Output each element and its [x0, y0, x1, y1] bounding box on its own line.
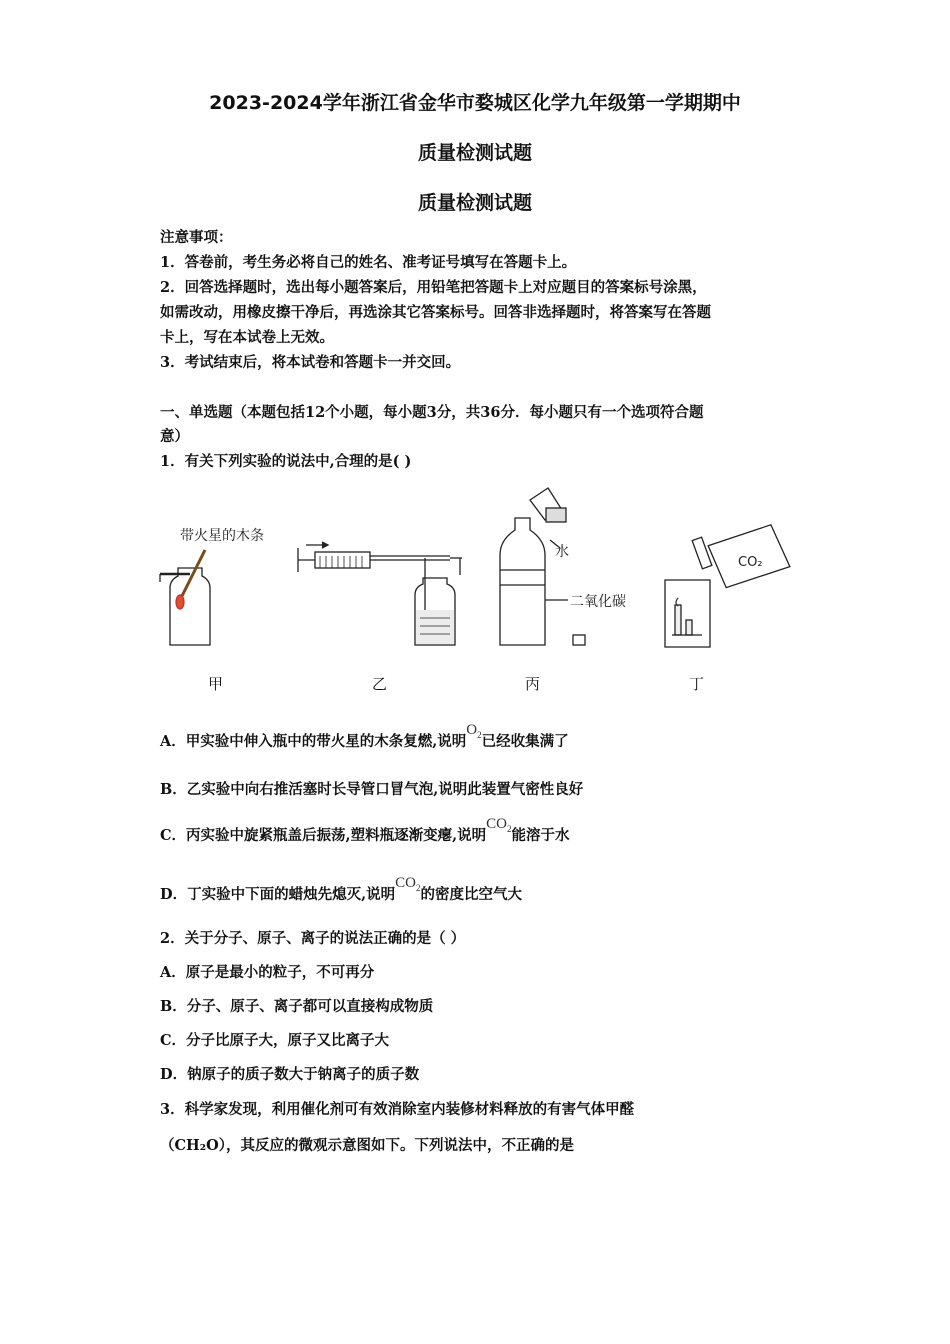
notice-item-3: 3．考试结束后，将本试卷和答题卡一并交回。 — [160, 354, 461, 371]
exam-title-line2: 质量检测试题 — [417, 142, 532, 164]
formula-co2: $CO_2$ — [486, 816, 512, 834]
notice-heading: 注意事项： — [160, 229, 233, 246]
figure-label-bing: 丙 — [525, 675, 541, 693]
q1-option-d: D．丁实验中下面的蜡烛先熄灭,说明$CO_2$的密度比空气大 — [160, 875, 522, 903]
figure-label-ding: 丁 — [689, 675, 705, 693]
experiment-yi — [298, 542, 462, 645]
experiment-bing — [500, 488, 626, 645]
label-co2-bottle: 二氧化碳 — [570, 594, 626, 610]
experiment-figure — [150, 480, 810, 700]
exam-title-line1: 2023-2024学年浙江省金华市婺城区化学九年级第一学期期中 — [209, 92, 741, 114]
notice-item-2-cont2: 卡上，写在本试卷上无效。 — [160, 329, 334, 346]
section-heading: 一、单选题（本题包括12个小题，每小题3分，共36分．每小题只有一个选项符合题 — [160, 404, 704, 421]
q1-option-c: C．丙实验中旋紧瓶盖后振荡,塑料瓶逐渐变瘪,说明$CO_2$能溶于水 — [160, 816, 570, 844]
question-1-stem: 1．有关下列实验的说法中,合理的是( ) — [160, 453, 412, 470]
question-3-stem-cont: （CH₂O），其反应的微观示意图如下。下列说法中，不正确的是 — [160, 1137, 574, 1154]
section-heading-cont: 意） — [160, 428, 189, 445]
notice-item-1: 1．答卷前，考生务必将自己的姓名、准考证号填写在答题卡上。 — [160, 254, 577, 271]
question-2-stem: 2．关于分子、原子、离子的说法正确的是（ ） — [160, 930, 466, 947]
figure-label-jia: 甲 — [208, 675, 224, 693]
formula-o2: $O_2$ — [466, 722, 482, 740]
q1-option-a: A．甲实验中伸入瓶中的带火星的木条复燃,说明$O_2$已经收集满了 — [160, 722, 569, 750]
q2-option-d: D．钠原子的质子数大于钠离子的质子数 — [160, 1066, 420, 1083]
q2-option-a: A．原子是最小的粒子，不可再分 — [160, 964, 375, 981]
q2-option-c: C．分子比原子大，原子又比离子大 — [160, 1032, 390, 1049]
notice-item-2: 2．回答选择题时，选出每小题答案后，用铅笔把答题卡上对应题目的答案标号涂黑， — [160, 279, 707, 296]
formula-co2: $CO_2$ — [395, 875, 421, 893]
figure-label-yi: 乙 — [372, 675, 388, 693]
q2-option-b: B．分子、原子、离子都可以直接构成物质 — [160, 998, 434, 1015]
label-stick: 带火星的木条 — [180, 528, 264, 544]
notice-item-2-cont: 如需改动，用橡皮擦干净后，再选涂其它答案标号。回答非选择题时，将答案写在答题 — [160, 304, 711, 321]
experiment-ding — [665, 523, 792, 647]
experiment-jia — [160, 527, 264, 645]
label-co2-flask: CO₂ — [738, 555, 763, 570]
exam-title-line3: 质量检测试题 — [417, 192, 532, 214]
q1-option-b: B．乙实验中向右推活塞时长导管口冒气泡,说明此装置气密性良好 — [160, 781, 584, 798]
label-water: 水 — [555, 544, 569, 560]
question-3-stem: 3．科学家发现，利用催化剂可有效消除室内装修材料释放的有害气体甲醛 — [160, 1101, 635, 1118]
